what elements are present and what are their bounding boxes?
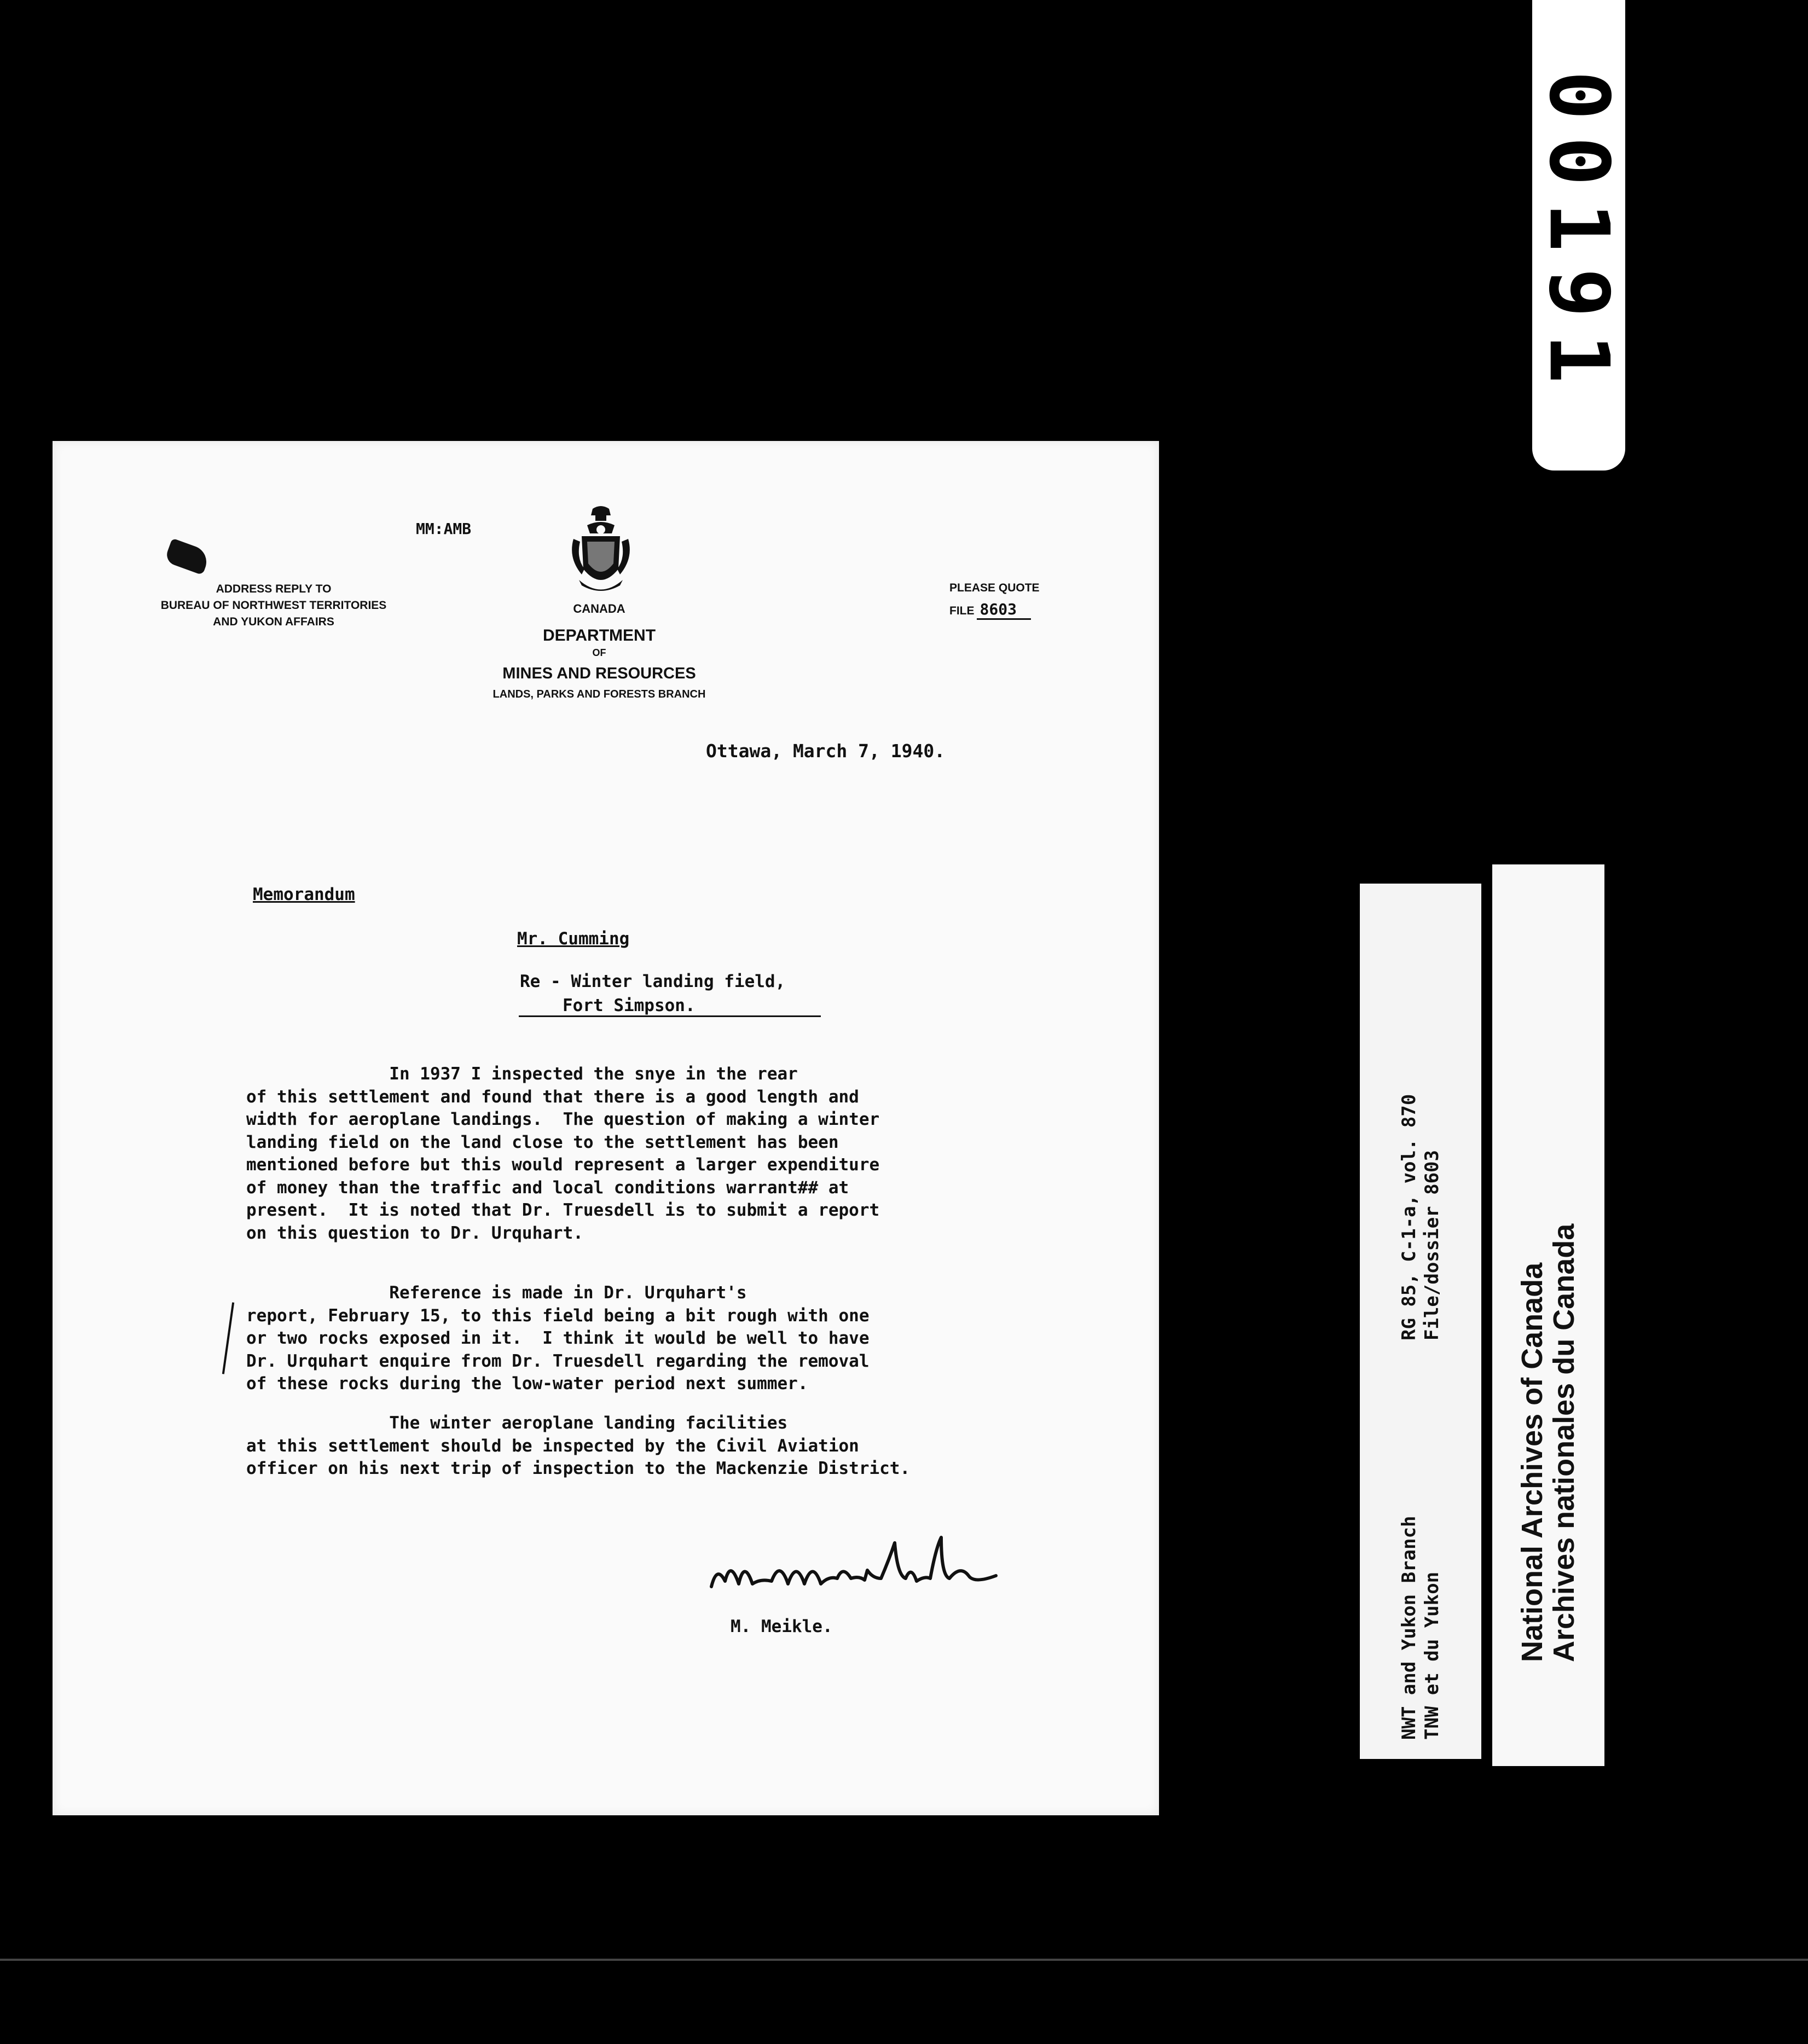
memo-paragraph: The winter aeroplane landing facilities at this settlement should be inspected by the Civil Aviation officer on his next trip of inspection to the Mackenzie District. [246,1413,911,1478]
please-quote-label: PLEASE QUOTE [949,582,1040,594]
archive-ref-fr: File/dossier 8603 [1421,1150,1443,1340]
coat-of-arms-icon [568,503,634,599]
archives-name-fr: Archives nationales du Canada [1548,1223,1580,1662]
address-reply-line: AND YUKON AFFAIRS [213,615,334,628]
address-reply-line: ADDRESS REPLY TO [216,583,332,595]
archives-name-label [1492,864,1604,1766]
memo-type: Memorandum [253,885,355,904]
address-reply-line: BUREAU OF NORTHWEST TERRITORIES [160,599,387,612]
subject-underline [519,1015,821,1017]
memo-addressee: Mr. Cumming [517,929,630,949]
letterhead-branch: LANDS, PARKS AND FORESTS BRANCH [492,688,706,700]
frame-bottom-edge [0,1959,1808,1961]
memo-subject-line-1: Re - Winter landing field, [520,972,786,991]
memo-subject-line-2: Fort Simpson. [563,996,696,1015]
archives-name-en: National Archives of Canada [1516,1262,1549,1662]
letterhead-of: OF [592,647,606,658]
letterhead-department: DEPARTMENT [542,626,656,644]
frame-number: 00191 [1531,71,1627,400]
file-number: 8603 [977,600,1031,620]
archive-ref-en: RG 85, C-1-a, vol. 870 [1398,1094,1420,1340]
typist-initials: MM:AMB [416,520,472,538]
memo-paragraph: Reference is made in Dr. Urquhart's report, February 15, to this field being a bit rough with one or two rocks exposed in it. I think it would be well to have Dr. Urquhart enquire from Dr. Truesdell regarding the removal of these rocks during the low-water period next summer. [246,1283,870,1393]
letterhead-country: CANADA [573,602,625,615]
archive-branch-en: NWT and Yukon Branch [1398,1515,1420,1740]
signer-name: M. Meikle. [731,1617,833,1636]
handwritten-signature [700,1526,1073,1609]
memo-date: Ottawa, March 7, 1940. [706,740,946,762]
address-reply-block [148,581,399,630]
archive-reference-label [1360,884,1481,1759]
file-label: FILE [949,605,975,617]
archive-branch-fr: TNW et du Yukon [1421,1571,1443,1740]
memo-paragraph: In 1937 I inspected the snye in the rear of this settlement and found that there is a good length and width for aeroplane landings. The question of making a winter landing field on the land close to the settlement has been mentioned before but this would represent a larger expenditure of money than the traffic and local conditions warrant## at present. It is noted that Dr. Truesdell is to submit a report on this question to Dr. Urquhart. [246,1064,880,1243]
file-reference [949,600,1031,618]
letterhead-ministry: MINES AND RESOURCES [502,665,696,682]
